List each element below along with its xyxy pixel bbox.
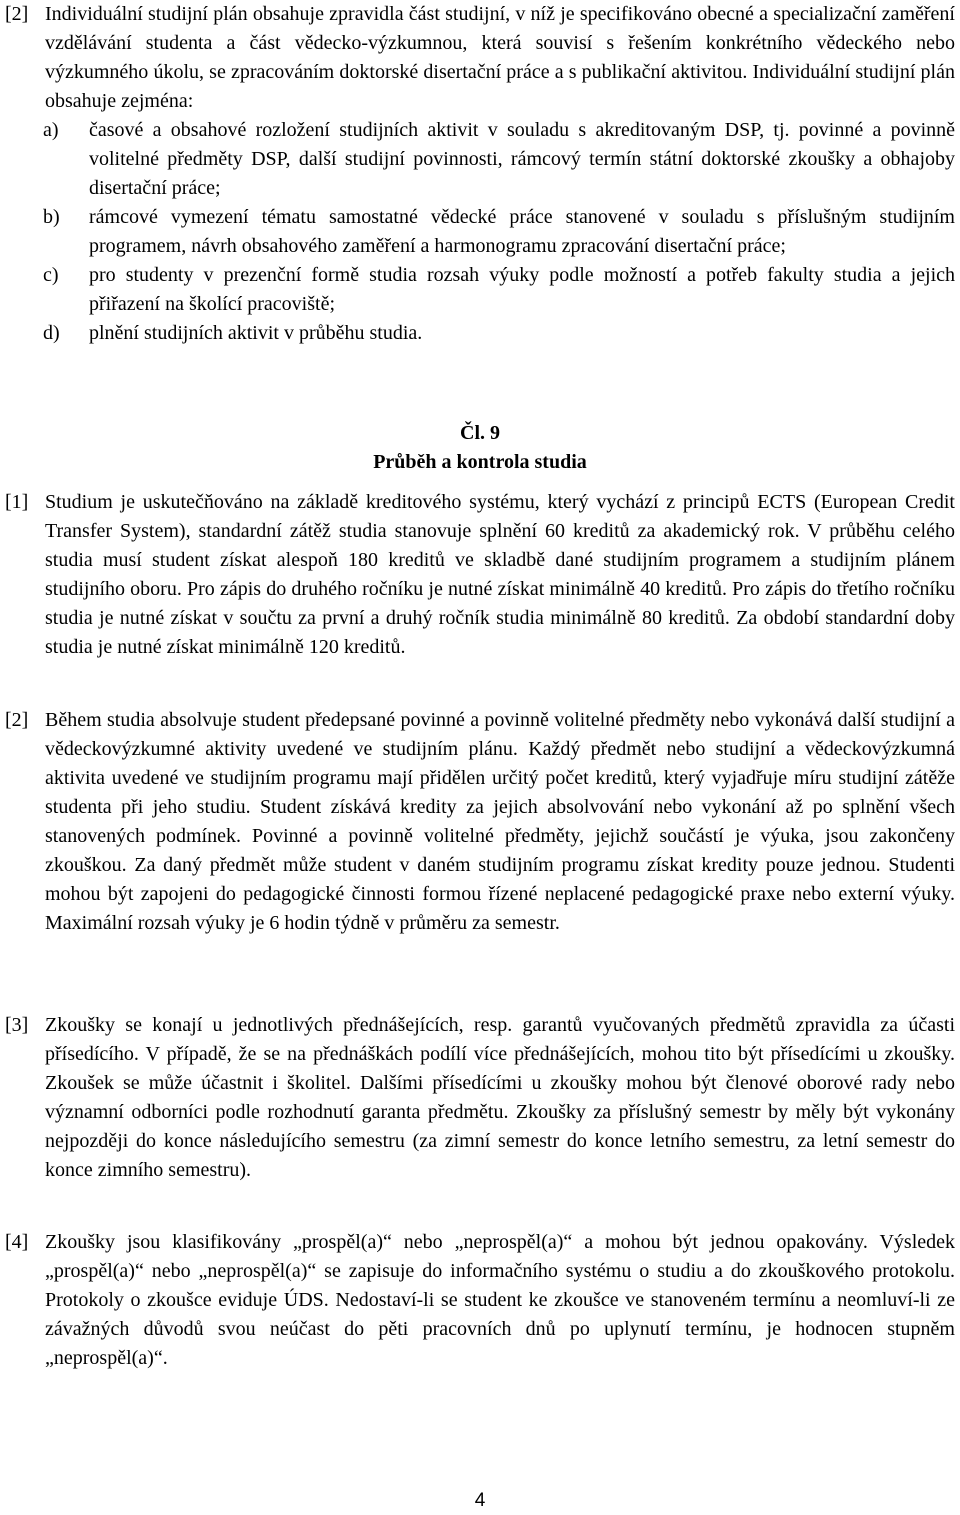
paragraph-4 xyxy=(5,1228,955,1373)
list-item-text: plnění studijních aktivit v průběhu studia. xyxy=(89,322,423,344)
paragraph-2 xyxy=(5,706,955,938)
paragraph-3 xyxy=(5,1011,955,1185)
paragraph-text: Studium je uskutečňováno na základě kreditového systému, který vychází z principů ECTS (European Credit Transfer System), standardní zátěž studia stanovuje splnění 60 kreditů za akademický rok. V průběhu celého studia musí student získat alespoň 180 kreditů ve skladbě dané studijním programem a studijním plánem studijního oboru. Pro zápis do druhého ročníku je nutné získat minimálně 40 kreditů. Pro zápis do třetího ročníku studia je nutné získat v součtu za první a druhý ročník studia minimálně 80 kreditů. Za období standardní doby studia je nutné získat minimálně 120 kreditů. xyxy=(45,491,955,658)
paragraph-top-2 xyxy=(5,0,955,116)
list-item-text: časové a obsahové rozložení studijních aktivit v souladu s akreditovaným DSP, tj. povinné a povinně volitelné předměty DSP, další studijní povinnosti, rámcový termín státní doktorské zkoušky a obhajoby disertační práce; xyxy=(89,119,955,199)
list-marker: c) xyxy=(43,264,59,286)
paragraph-number: [2] xyxy=(5,709,29,731)
list-marker: a) xyxy=(43,119,59,141)
paragraph-number: [3] xyxy=(5,1014,29,1036)
list-item-text: rámcové vymezení tématu samostatné vědecké práce stanovené v souladu s příslušným studijním programem, návrh obsahového zaměření a harmonogramu zpracování disertační práce; xyxy=(89,206,955,257)
article-title: Průběh a kontrola studia xyxy=(373,451,587,473)
list-item xyxy=(43,203,955,261)
article-number: Čl. 9 xyxy=(460,422,500,444)
list-marker: b) xyxy=(43,206,60,228)
list-item-text: pro studenty v prezenční formě studia rozsah výuky podle možností a potřeb fakulty studia a jejich přiřazení na školící pracoviště; xyxy=(89,264,955,315)
study-plan-list xyxy=(43,116,955,348)
paragraph-text: Zkoušky se konají u jednotlivých přednášejících, resp. garantů vyučovaných předmětů zpravidla za účasti přísedícího. V případě, že se na přednáškách podílí více přednášejících, mohou tito být přísedícími u zkoušky. Zkoušek se může účastnit i školitel. Dalšími přísedícími u zkoušky mohou být členové oborové rady nebo významní odborníci podle rozhodnutí garanta předmětu. Zkoušky za příslušný semestr by měly být vykonány nejpozději do konce následujícího semestru (za zimní semestr do konce letního semestru, za letní semestr do konce zimního semestru). xyxy=(45,1014,955,1181)
paragraph-1 xyxy=(5,488,955,662)
paragraph-text: Během studia absolvuje student předepsané povinné a povinně volitelné předměty nebo vykonává další studijní a vědeckovýzkumné aktivity uvedené ve studijním plánu. Každý předmět nebo studijní a vědeckovýzkumná aktivita uvedené ve studijním programu mají přidělen určitý počet kreditů, který vyjadřuje míru studijní zátěže studenta při jeho studiu. Student získává kredity za jejich absolvování nebo vykonání až po splnění všech stanovených podmínek. Povinné a povinně volitelné předměty, jejichž součástí je výuka, jsou zakončeny zkouškou. Za daný předmět může student v daném studijním programu získat kredity pouze jednou. Studenti mohou být zapojeni do pedagogické činnosti formou řízené neplacené pedagogické praxe nebo externí výuky. Maximální rozsah výuky je 6 hodin týdně v průměru za semestr. xyxy=(45,709,955,934)
paragraph-number: [2] xyxy=(5,3,29,25)
paragraph-number: [4] xyxy=(5,1231,29,1253)
paragraph-text: Zkoušky jsou klasifikovány „prospěl(a)“ nebo „neprospěl(a)“ a mohou být jednou opakovány. Výsledek „prospěl(a)“ nebo „neprospěl(a)“ se zapisuje do informačního systému o studiu a do zkouškového protokolu. Protokoly o zkoušce eviduje ÚDS. Nedostaví-li se student ke zkoušce ve stanoveném termínu a neomluví-li ze závažných důvodů svou neúčast do pěti pracovních dnů po uplynutí termínu, je hodnocen stupněm „neprospěl(a)“. xyxy=(45,1231,955,1369)
paragraph-text: Individuální studijní plán obsahuje zpravidla část studijní, v níž je specifikováno obecné a specializační zaměření vzdělávání studenta a část vědecko-výzkumnou, která souvisí s řešením konkrétního vědeckého nebo výzkumného úkolu, se zpracováním doktorské disertační práce a s publikační aktivitou. Individuální studijní plán obsahuje zejména: xyxy=(45,3,955,112)
list-marker: d) xyxy=(43,322,60,344)
list-item xyxy=(43,116,955,203)
page-number: 4 xyxy=(474,1490,486,1511)
list-item xyxy=(43,319,955,348)
paragraph-number: [1] xyxy=(5,491,29,513)
list-item xyxy=(43,261,955,319)
